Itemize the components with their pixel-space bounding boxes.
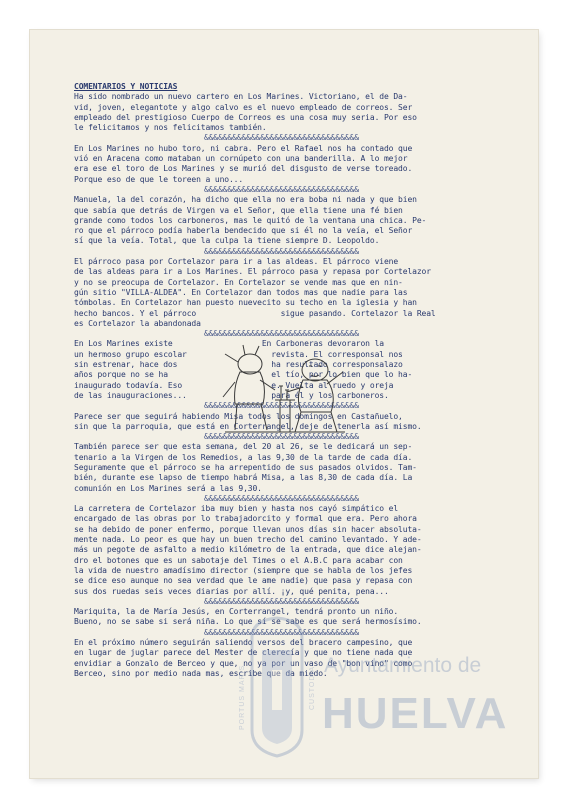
paragraph-line: grande como todos los carboneros, mas le quitó de la ventana una chica. Pe- <box>74 215 427 225</box>
paragraph-line: tenario a la Virgen de los Remedios, a las 9,30 de la tarde de cada día. <box>74 452 413 462</box>
paragraph-line: gún sitio "VILLA-ALDEA". En Cortelazor dan todos mas que nadie para las <box>74 287 408 297</box>
paragraph-line: dro el botones que es un sabotaje del Times o el A.B.C para acabar con <box>74 555 403 565</box>
paragraph-line: tómbolas. En Cortelazor han puesto nuevecito su techo en la iglesia y han <box>74 298 417 308</box>
paragraph-line: comunión en Los Marines será a las 9,30. <box>74 483 262 493</box>
paragraph-line: Berceo, sino por medio nada mas, escribe que da miedo. <box>74 668 328 678</box>
paragraph-line: En Los Marines existe En Carboneras devoraron la <box>74 339 384 349</box>
section-separator: &&&&&&&&&&&&&&&&&&&&&&&&&&&&&&&&& <box>204 596 359 606</box>
paragraph-line: en lugar de juglar parece del Mester de clerecía y que no tiene nada que <box>74 648 413 658</box>
paragraph-line: inaugurado todavía. Eso e. Vuelta al ruedo y oreja <box>74 380 394 390</box>
paragraph-line: empleado del prestigioso Cuerpo de Correos es una cosa muy seria. Por eso <box>74 112 417 122</box>
section-separator: &&&&&&&&&&&&&&&&&&&&&&&&&&&&&&&&& <box>204 401 359 411</box>
paragraph-line: sí que la veía. Total, que la culpa la tiene siempre D. Leopoldo. <box>74 236 380 246</box>
section-separator: &&&&&&&&&&&&&&&&&&&&&&&&&&&&&&&&& <box>204 184 359 194</box>
paragraph-line: Mariquita, la de María Jesús, en Corterrangel, tendrá pronto un niño. <box>74 607 399 617</box>
paragraph-line: de las inauguraciones... para él y los carboneros. <box>74 390 389 400</box>
paragraph-line: Bueno, no se sabe si será niña. Lo que sí se sabe es que será hermosísimo. <box>74 617 422 627</box>
paragraph-line: bién, durante ese lapso de tiempo habrá Misa, a las 8,30 de cada día. La <box>74 473 413 483</box>
paragraph-line: que sabía que detrás de Virgen va el Señor, que ella tiene una fé bien <box>74 205 403 215</box>
paragraph-line: ro que el párroco podía haberla bendecido que si él no la veía, el Señor <box>74 226 413 236</box>
paragraph-line: se ha debido de poner enfermo, porque llevan unos días sin hacer absoluta- <box>74 524 422 534</box>
paragraph-line: de las aldeas para ir a Los Marines. El párroco pasa y repasa por Cortelazor <box>74 267 431 277</box>
section-separator: &&&&&&&&&&&&&&&&&&&&&&&&&&&&&&&&& <box>204 329 359 339</box>
paragraph-line: más un pegote de asfalto a medio kilómetro de la entrada, que dice alejan- <box>74 545 422 555</box>
paragraph-line: sin estrenar, hace dos ha resultado corresponsalazo <box>74 360 403 370</box>
cartoon-illustration <box>215 342 350 437</box>
section-separator: &&&&&&&&&&&&&&&&&&&&&&&&&&&&&&&&& <box>204 627 359 637</box>
paragraph-line: Ha sido nombrado un nuevo cartero en Los Marines. Victoriano, el de Da- <box>74 92 408 102</box>
paragraph-line: sus dos ruedas seis veces diarias por allí. ¡y, qué penita, pena... <box>74 586 389 596</box>
section-separator: &&&&&&&&&&&&&&&&&&&&&&&&&&&&&&&&& <box>204 493 359 503</box>
ayuntamiento-huelva-watermark <box>222 610 522 760</box>
paragraph-line: Manuela, la del corazón, ha dicho que ella no era boba ni nada y que bien <box>74 195 417 205</box>
paragraph-line: vió en Aracena como mataban un cornúpeto con una banderilla. A lo mejor <box>74 154 408 164</box>
watermark-line2: HUELVA <box>322 689 509 738</box>
paragraph-line: es Cortelazor la abandonada <box>74 318 201 328</box>
paragraph-line: vid, joven, elegantote y algo calvo es el nuevo empleado de correos. Ser <box>74 102 413 112</box>
paragraph-line: le felicitamos y nos felicitamos también. <box>74 123 267 133</box>
watermark-ring-left: PORTUS MARIS <box>239 664 246 730</box>
paragraph-line: se dice eso aunque no sea verdad que le ame nadie) que pasa y repasa con <box>74 576 413 586</box>
watermark-line1: Ayuntamiento de <box>324 654 482 677</box>
paragraph-line: mente nada. Lo peor es que hay un buen trecho del camino levantado. Y ade- <box>74 535 422 545</box>
page-heading: COMENTARIOS Y NOTICIAS <box>74 82 178 91</box>
paragraph-line: El párroco pasa por Cortelazor para ir a las aldeas. El párroco viene <box>74 257 399 267</box>
paragraph-line: hecho bancos. Y el párroco sigue pasando. Cortelazor la Real <box>74 308 436 318</box>
paragraph-line: La carretera de Cortelazor iba muy bien y hasta nos cayó simpático el <box>74 504 399 514</box>
paragraph-line: Seguramente que el párroco se ha arrepentido de sus pasados olvidos. Tam- <box>74 462 417 472</box>
watermark-ring-right: CUSTODIA <box>309 665 316 710</box>
paragraph-line: la vida de nuestro amadísimo director (siempre que se habla de los jefes <box>74 565 413 575</box>
section-separator: &&&&&&&&&&&&&&&&&&&&&&&&&&&&&&&&& <box>204 246 359 256</box>
paragraph-line: En el próximo número seguirán saliendo versos del bracero campesino, que <box>74 638 413 648</box>
section-separator: &&&&&&&&&&&&&&&&&&&&&&&&&&&&&&&&& <box>204 432 359 442</box>
paragraph-line: También parece ser que esta semana, del 20 al 26, se le dedicará un sep- <box>74 442 413 452</box>
section-separator: &&&&&&&&&&&&&&&&&&&&&&&&&&&&&&&&& <box>204 133 359 143</box>
paragraph-line: Parece ser que seguirá habiendo Misa todos los domingos en Castañuelo, <box>74 411 403 421</box>
paragraph-line: era ese el toro de Los Marines y se murió del disgusto de verse toreado. <box>74 164 413 174</box>
paragraph-line: Porque eso de que le toreen a uno... <box>74 174 244 184</box>
paragraph-line: envidiar a Gonzalo de Berceo y que, no ya por un vaso de "bon vino" como <box>74 658 413 668</box>
paragraph-line: un hermoso grupo escolar revista. El corresponsal nos <box>74 349 403 359</box>
paragraph-line: años porque no se ha el tío, por lo bien que lo ha- <box>74 370 413 380</box>
paragraph-line: En Los Marines no hubo toro, ni cabra. Pero el Rafael nos ha contado que <box>74 143 413 153</box>
paragraph-line: y no se preocupa de Cortelazor. En Cortelazor se vende mas que en nin- <box>74 277 403 287</box>
paragraph-line: sin que la parroquia, que está en Corterrangel, deje de tenerla así mismo. <box>74 421 422 431</box>
document-page <box>30 30 538 778</box>
paragraph-line: encargado de las obras por lo trabajadorcito y formal que era. Pero ahora <box>74 514 417 524</box>
